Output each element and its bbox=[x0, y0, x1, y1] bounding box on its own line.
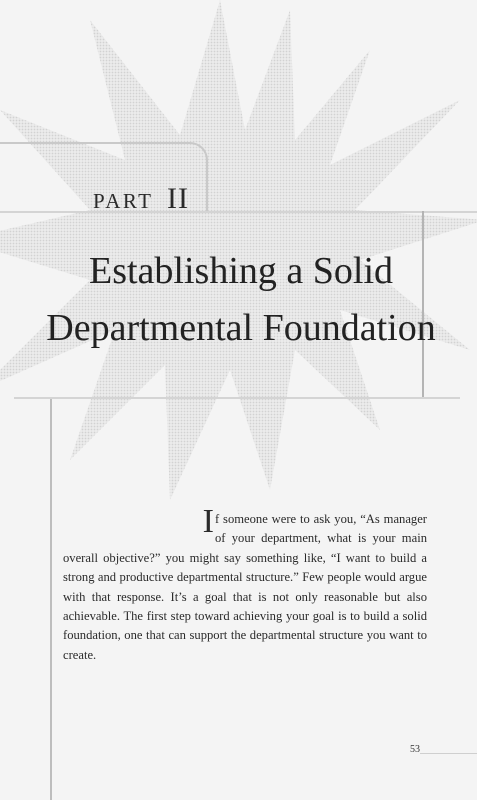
body-text: f someone were to ask you, “As manager of your department, what is your main overall objective?” you might say something like, “I want to build a strong and productive departmental structure.” Few people would argue with that response. It’s a goal that is not only reasonable but also achievable. The first step toward achieving your goal is to build a solid foundation, one that can support the departmental structure you want to create. bbox=[63, 512, 427, 662]
folio-rule bbox=[420, 753, 477, 754]
part-label bbox=[93, 182, 189, 216]
top-rule bbox=[0, 211, 477, 213]
part-number: II bbox=[167, 182, 189, 215]
part-title: Establishing a Solid Departmental Foundation bbox=[46, 250, 436, 349]
page-number: 53 bbox=[410, 744, 420, 755]
part-word: PART bbox=[93, 189, 154, 213]
bottom-rule bbox=[14, 397, 460, 399]
left-vertical-rule bbox=[50, 399, 52, 800]
body-paragraph bbox=[63, 503, 427, 665]
drop-cap: I bbox=[202, 503, 214, 540]
